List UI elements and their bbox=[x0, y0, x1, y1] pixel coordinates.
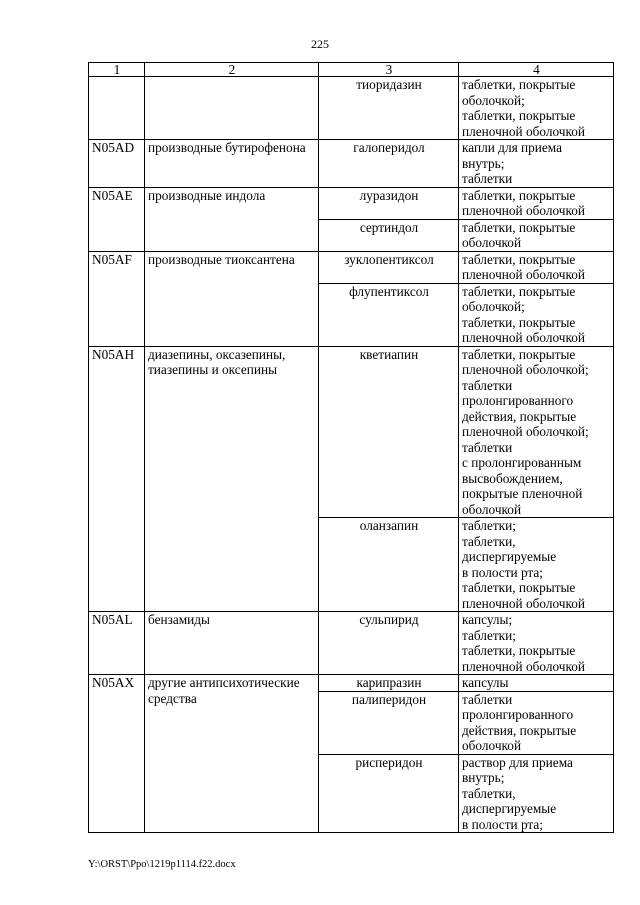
drug-name-cell: карипразин bbox=[319, 675, 459, 692]
group-cell: другие антипсихотические средства bbox=[145, 675, 319, 833]
drug-name-cell: зуклопентиксол bbox=[319, 251, 459, 283]
table-header-row bbox=[89, 63, 614, 77]
dosage-form-cell: таблетки, покрытые пленочной оболочкой bbox=[459, 251, 614, 283]
dosage-form-cell: таблетки, покрытые оболочкой bbox=[459, 219, 614, 251]
dosage-form-cell: капсулы; таблетки; таблетки, покрытые пленочной оболочкой bbox=[459, 612, 614, 675]
group-cell: производные тиоксантена bbox=[145, 251, 319, 346]
table-row bbox=[89, 77, 614, 140]
drug-name-cell: кветиапин bbox=[319, 346, 459, 518]
file-path-footer: Y:\ORST\Ppo\1219p1114.f22.docx bbox=[88, 859, 236, 870]
atc-code-cell: N05AF bbox=[89, 251, 145, 346]
dosage-form-cell: таблетки, покрытые оболочкой; таблетки, покрытые пленочной оболочкой bbox=[459, 77, 614, 140]
dosage-form-cell: таблетки; таблетки, диспергируемые в полости рта; таблетки, покрытые пленочной оболочкой bbox=[459, 518, 614, 612]
drug-name-cell: тиоридазин bbox=[319, 77, 459, 140]
atc-code-cell: N05AX bbox=[89, 675, 145, 833]
dosage-form-cell: таблетки, покрытые оболочкой; таблетки, покрытые пленочной оболочкой bbox=[459, 283, 614, 346]
dosage-form-cell: капсулы bbox=[459, 675, 614, 692]
group-cell bbox=[145, 77, 319, 140]
table-row bbox=[89, 140, 614, 188]
table-row bbox=[89, 251, 614, 283]
group-cell: диазепины, оксазепины, тиазепины и оксепины bbox=[145, 346, 319, 612]
atc-code-cell: N05AL bbox=[89, 612, 145, 675]
drug-table bbox=[88, 62, 614, 833]
column-header-1: 1 bbox=[89, 63, 145, 77]
dosage-form-cell: таблетки, покрытые пленочной оболочкой; таблетки пролонгированного действия, покрытые пленочной оболочкой; таблетки с пролонгированным высвобождением, покрытые пленочной оболочкой bbox=[459, 346, 614, 518]
drug-name-cell: луразидон bbox=[319, 187, 459, 219]
table-row bbox=[89, 187, 614, 219]
group-cell: производные индола bbox=[145, 187, 319, 251]
dosage-form-cell: таблетки пролонгированного действия, покрытые оболочкой bbox=[459, 691, 614, 754]
table-row bbox=[89, 612, 614, 675]
column-header-3: 3 bbox=[319, 63, 459, 77]
page-number: 225 bbox=[311, 37, 329, 51]
drug-name-cell: галоперидол bbox=[319, 140, 459, 188]
atc-code-cell bbox=[89, 77, 145, 140]
group-cell: бензамиды bbox=[145, 612, 319, 675]
dosage-form-cell: таблетки, покрытые пленочной оболочкой bbox=[459, 187, 614, 219]
dosage-form-cell: раствор для приема внутрь; таблетки, диспергируемые в полости рта; bbox=[459, 754, 614, 833]
atc-code-cell: N05AH bbox=[89, 346, 145, 612]
drug-name-cell: оланзапин bbox=[319, 518, 459, 612]
atc-code-cell: N05AE bbox=[89, 187, 145, 251]
table-row bbox=[89, 675, 614, 692]
group-cell: производные бутирофенона bbox=[145, 140, 319, 188]
drug-name-cell: сертиндол bbox=[319, 219, 459, 251]
drug-name-cell: палиперидон bbox=[319, 691, 459, 754]
drug-name-cell: флупентиксол bbox=[319, 283, 459, 346]
column-header-2: 2 bbox=[145, 63, 319, 77]
drug-name-cell: рисперидон bbox=[319, 754, 459, 833]
atc-code-cell: N05AD bbox=[89, 140, 145, 188]
column-header-4: 4 bbox=[459, 63, 614, 77]
table-row bbox=[89, 346, 614, 518]
dosage-form-cell: капли для приема внутрь; таблетки bbox=[459, 140, 614, 188]
drug-name-cell: сульпирид bbox=[319, 612, 459, 675]
